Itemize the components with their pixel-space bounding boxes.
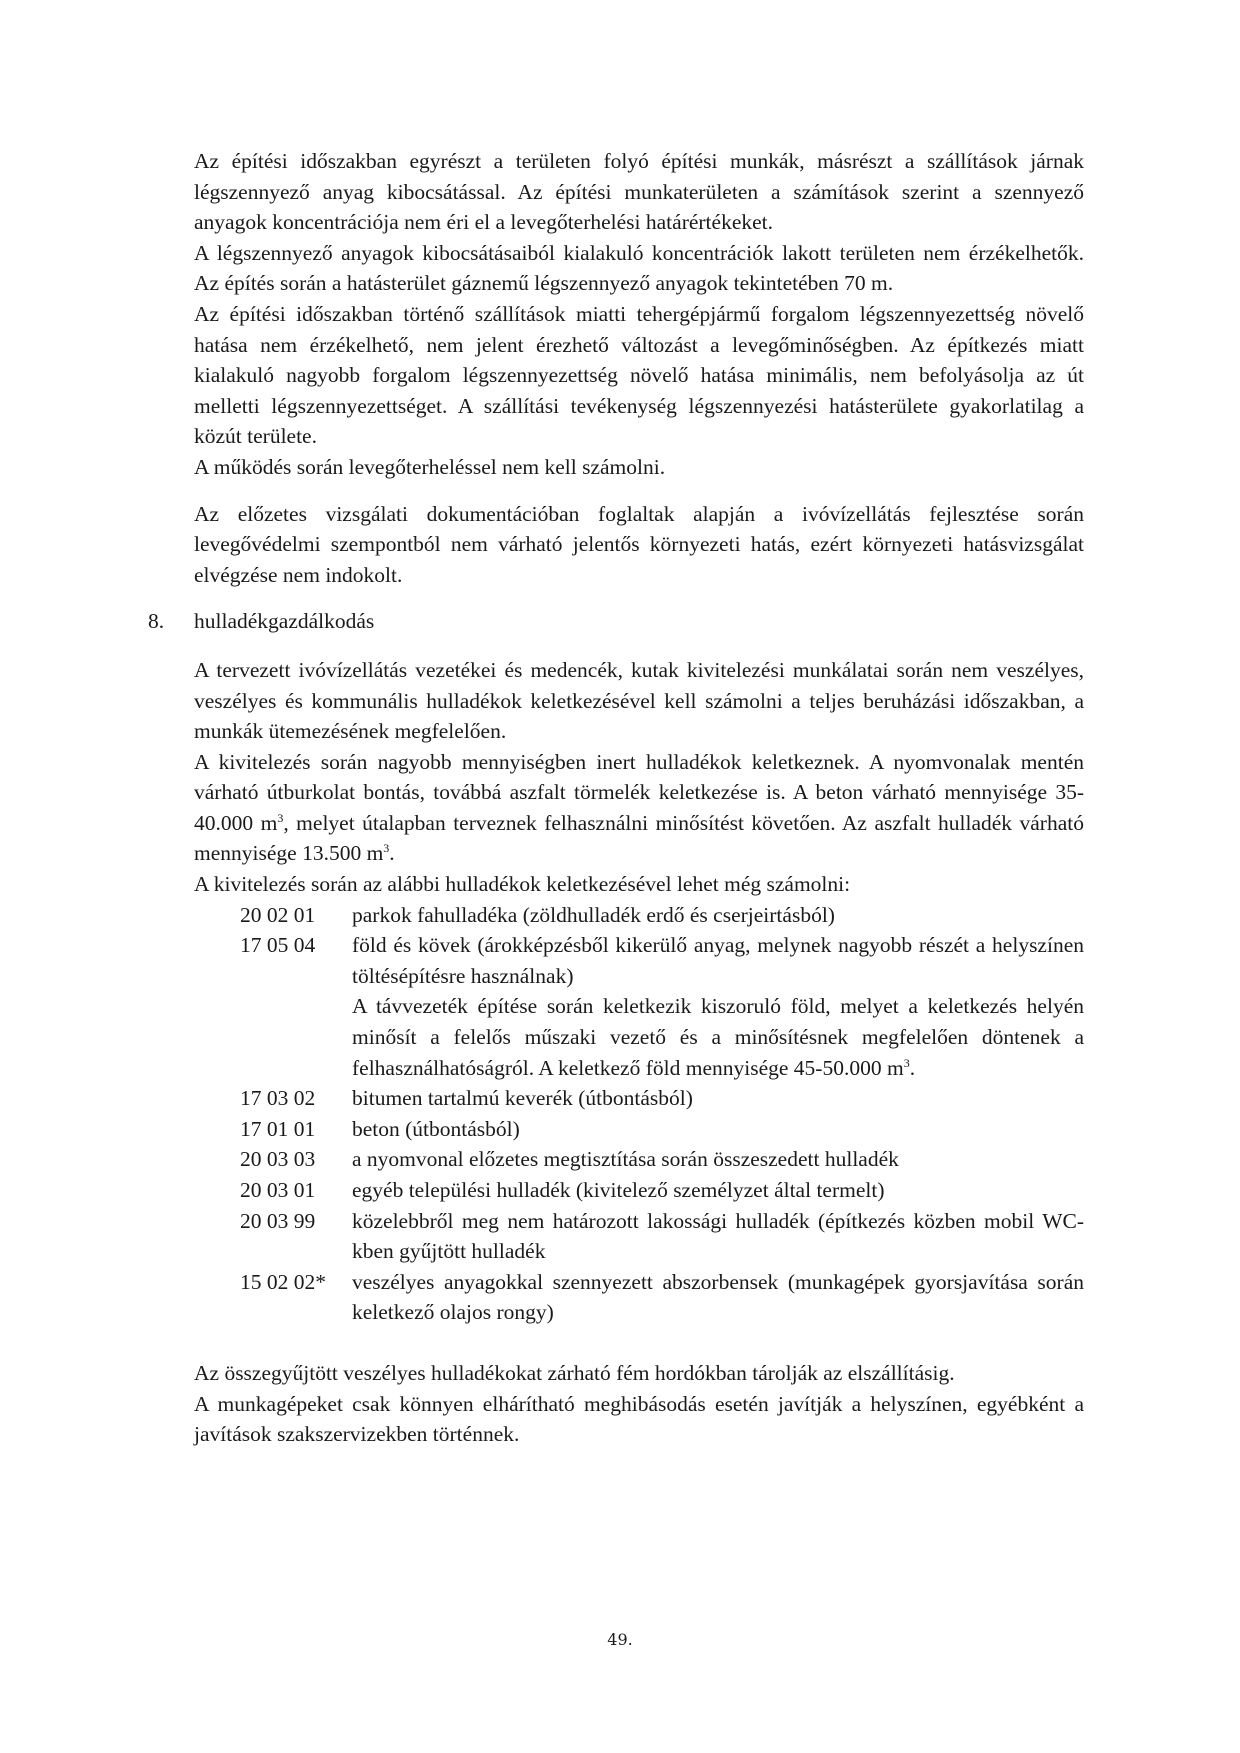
waste-code: 20 03 03 — [240, 1147, 316, 1172]
list-item — [240, 930, 1084, 1083]
text-span: . — [389, 841, 395, 866]
waste-description — [352, 930, 1084, 1083]
waste-code: 17 01 01 — [240, 1116, 316, 1141]
waste-code: 15 02 02* — [240, 1269, 326, 1294]
air-conclusion-paragraph: Az előzetes vizsgálati dokumentációban foglaltak alapján a ivóvízellátás fejlesztése során levegővédelmi szempontból nem várható jelentős környezeti hatás, ezért környezeti hatásvizsgálat elvégzése nem indokolt. — [194, 501, 1084, 587]
waste-description: parkok fahulladéka (zöldhulladék erdő és cserjeirtásból) — [352, 902, 835, 927]
list-item — [240, 900, 1084, 931]
paragraph: Az építési időszakban egyrészt a területen folyó építési munkák, másrészt a szállítások járnak légszennyező anyag kibocsátással. Az építési munkaterületen a számítások szerint a szennyező anyagok koncentrációja nem éri el a levegőterhelési határértékeket. — [194, 149, 1084, 235]
waste-intro-paragraph: A tervezett ivóvízellátás vezetékei és medencék, kutak kivitelezési munkálatai során nem veszélyes, veszélyes és kommunális hulladékok keletkezésével kell számolni a teljes beruházási időszakban, a munkák ütemezésének megfelelően. — [194, 657, 1084, 744]
waste-description: a nyomvonal előzetes megtisztítása során összeszedett hulladék — [352, 1147, 899, 1172]
list-item — [240, 1083, 1084, 1114]
text-span: . — [909, 1055, 916, 1080]
closing-paragraph: A munkagépeket csak könnyen elhárítható meghibásodás esetén javítják a helyszínen, egyébként a javítások szakszervizekben történnek. — [194, 1391, 1084, 1447]
air-quality-paragraphs — [194, 146, 1084, 483]
paragraph: A működés során levegőterheléssel nem kell számolni. — [194, 454, 666, 479]
waste-inert-paragraph — [194, 747, 1084, 869]
document-page — [148, 146, 1084, 1450]
list-item — [240, 1175, 1084, 1206]
waste-description: egyéb települési hulladék (kivitelező személyzet által termelt) — [352, 1178, 885, 1202]
superscript: 3 — [277, 810, 284, 825]
waste-description: beton (útbontásból) — [352, 1116, 520, 1141]
text-span: A távvezeték építése során keletkezik kiszoruló föld, melyet a keletkezés helyén minősít a felelős műszaki vezető és a minősítésnek megfelelően döntenek a felhasználhatóságról. A keletkező föld mennyisége 45-50.000 m — [352, 994, 1084, 1080]
section-number: 8. — [148, 609, 165, 634]
waste-description: bitumen tartalmú keverék (útbontásból) — [352, 1086, 693, 1111]
text-span: föld és kövek (árokképzésből kikerülő anyag, melynek nagyobb részét a helyszínen töltésépítésre használnak) — [352, 933, 1084, 988]
section-heading — [148, 606, 1084, 637]
paragraph: A légszennyező anyagok kibocsátásaiból kialakuló koncentrációk lakott területen nem érzékelhetők. Az építés során a hatásterület gáznemű légszennyező anyagok tekintetében 70 m. — [194, 240, 1084, 296]
superscript: 3 — [903, 1055, 910, 1070]
paragraph: Az építési időszakban történő szállítások miatti tehergépjármű forgalom légszennyezettség növelő hatása nem érzékelhető, nem jelent érezhető változást a levegőminőségben. Az építkezés miatt kialakuló nagyobb forgalom légszennyezettség növelő hatása minimális, nem befolyásolja az út melletti légszennyezettséget. A szállítási tevékenység légszennyezési hatásterülete gyakorlatilag a közút területe. — [194, 301, 1084, 449]
superscript: 3 — [383, 841, 390, 856]
section-title: hulladékgazdálkodás — [194, 609, 375, 634]
text-span: A kivitelezés során nagyobb mennyiségben inert hulladékok keletkeznek. A nyomvonalak mentén várható útburkolat bontás, továbbá aszfalt törmelék keletkezése is. A beton várható mennyisége 35-40.000 m — [194, 749, 1084, 835]
text-span: , melyet útalapban terveznek felhasználni minősítést követően. Az aszfalt hulladék várható mennyisége 13.500 m — [194, 810, 1084, 866]
list-item — [240, 1114, 1084, 1145]
page-number: 49. — [607, 1630, 633, 1649]
waste-code: 20 02 01 — [240, 902, 316, 927]
waste-code-list — [240, 900, 1084, 1328]
closing-paragraph: Az összegyűjtött veszélyes hulladékokat zárható fém hordókban tárolják az elszállításig. — [194, 1360, 955, 1385]
list-item — [240, 1267, 1084, 1328]
waste-description: veszélyes anyagokkal szennyezett abszorbensek (munkagépek gyorsjavítása során keletkező olajos rongy) — [352, 1269, 1084, 1325]
waste-list-intro: A kivitelezés során az alábbi hulladékok keletkezésével lehet még számolni: — [194, 872, 851, 897]
list-item — [240, 1206, 1084, 1267]
waste-code: 20 03 01 — [240, 1178, 316, 1202]
list-item — [240, 1144, 1084, 1175]
waste-code: 17 05 04 — [240, 933, 316, 958]
waste-code: 17 03 02 — [240, 1086, 316, 1111]
waste-description: közelebbről meg nem határozott lakossági hulladék (építkezés közben mobil WC-kben gyűjtött hulladék — [352, 1208, 1084, 1264]
waste-code: 20 03 99 — [240, 1208, 316, 1233]
